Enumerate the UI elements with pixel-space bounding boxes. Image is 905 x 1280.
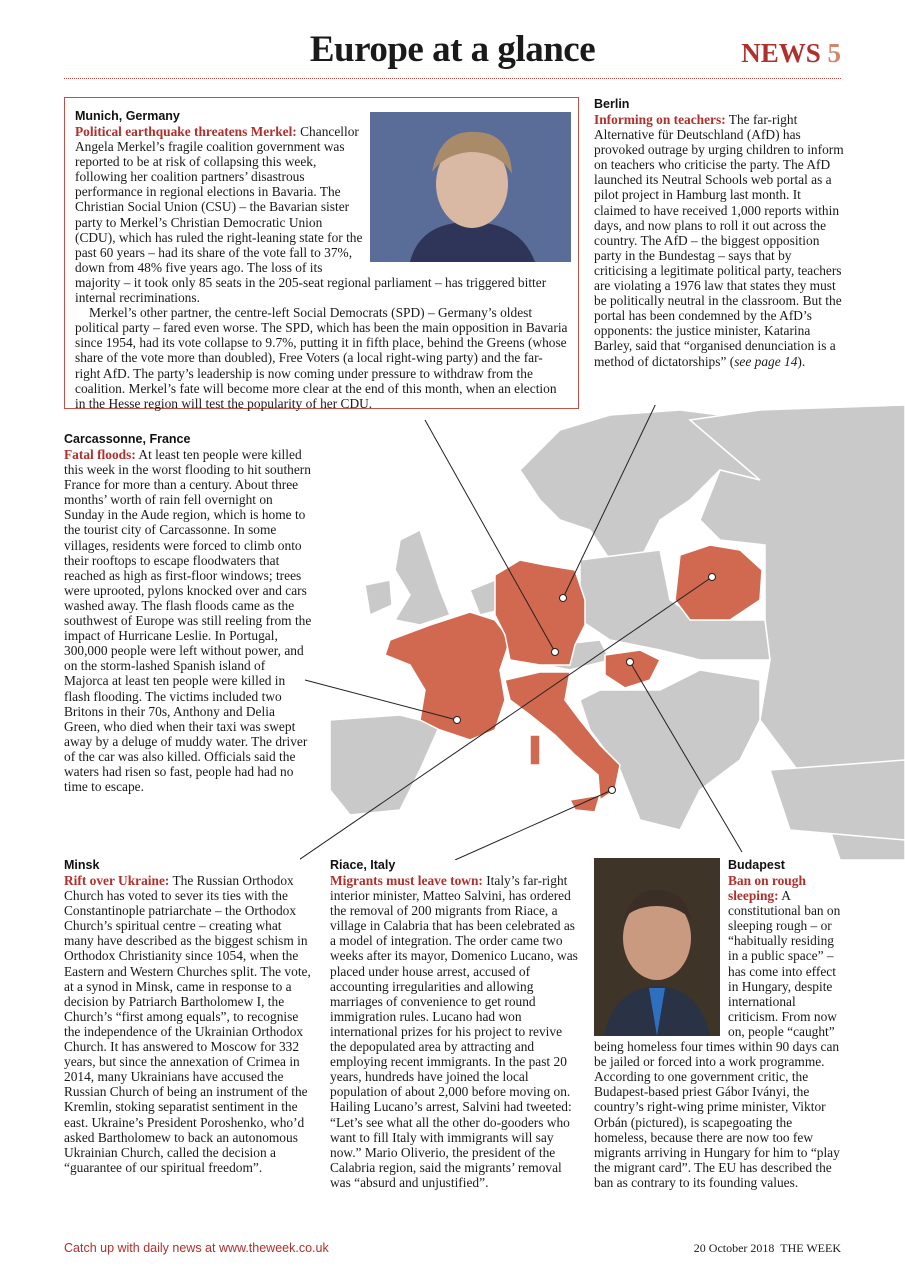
page-number: 5 bbox=[827, 38, 841, 68]
section-label bbox=[741, 38, 841, 69]
map-turkey bbox=[770, 760, 905, 840]
story-body-2: Merkel’s other partner, the centre-left Social Democrats (SPD) – Germany’s oldest political party – fared even worse. The SPD, which has been the main opposition in Bavaria since 1954, had its vote collapse to 9.7%, putting it in fifth place, behind the Greens (whose share of the vote more than doubled), Free Voters (a local right-wing party) and the far-right AfD. The party’s leadership is now coming under pressure to withdraw from the coalition. Merkel’s fate will become more clear at the end of this month, when an election in the Hesse region will test the popularity of her CDU. bbox=[75, 305, 568, 411]
merkel-photo bbox=[370, 112, 571, 262]
story-minsk bbox=[64, 858, 314, 1175]
map-pin-riace bbox=[609, 787, 616, 794]
orban-photo bbox=[594, 858, 720, 1036]
section-name: NEWS bbox=[741, 38, 821, 68]
story-budapest bbox=[594, 858, 846, 1190]
header-divider bbox=[64, 78, 841, 79]
story-location: Minsk bbox=[64, 858, 100, 872]
map-hungary bbox=[605, 650, 660, 688]
story-location: Munich, Germany bbox=[75, 109, 180, 123]
story-lede: Political earthquake threatens Merkel: bbox=[75, 124, 297, 139]
story-carcassonne bbox=[64, 432, 312, 794]
story-body: The far-right Alternative für Deutschland (AfD) has provoked outrage by urging children to inform on teachers who criticise the party. The AfD launched its Neutral Schools web portal as a pilot project in Hamburg last month. It claimed to have received 1,000 reports within days, and now plans to roll it out across the country. The AfD – the biggest opposition party in the Bundestag – says that by criticising a legitimate political party, teachers are violating a 1976 law that states they must be politically neutral in the classroom. But the portal has been condemned by the AfD’s opponents: the justice minister, Katarina Barley, said that “organised denunciation is a method of dictatorships” ( bbox=[594, 112, 844, 369]
story-body: Chancellor Angela Merkel’s fragile coalition government was reported to be at risk of collapsing this week, following her coalition partners’ disastrous performance in regional elections in Bavaria. The Christian Social Union (CSU) – the Bavarian sister party to Merkel’s Christian Democratic Union (CDU), which has ruled the right-leaning state for the past 60 years – had its share of the vote fall to 37%, down from 48% five years ago. The loss of its majority – it took only 85 seats in the 205-seat regional parliament – has triggered bitter internal recriminations. bbox=[75, 124, 547, 306]
map-germany bbox=[495, 560, 585, 665]
page-reference: see page 14 bbox=[734, 353, 798, 369]
map-ireland bbox=[365, 580, 392, 615]
story-lede: Migrants must leave town: bbox=[330, 873, 483, 888]
story-riace bbox=[330, 858, 580, 1190]
story-berlin bbox=[594, 97, 844, 369]
map-pin-budapest bbox=[627, 659, 634, 666]
issue-date: 20 October 2018 bbox=[693, 1241, 775, 1255]
story-lede: Rift over Ukraine: bbox=[64, 873, 170, 888]
map-sardinia bbox=[530, 735, 540, 765]
story-location: Berlin bbox=[594, 97, 630, 111]
page-title: Europe at a glance bbox=[309, 29, 596, 70]
story-lede: Ban on rough sleeping: bbox=[728, 873, 806, 904]
footer-promo-link[interactable]: Catch up with daily news at www.theweek.co.uk bbox=[64, 1241, 329, 1255]
map-balkans bbox=[580, 670, 760, 830]
map-pin-carcassonne bbox=[454, 717, 461, 724]
story-location: Budapest bbox=[728, 858, 785, 872]
story-location: Carcassonne, France bbox=[64, 432, 191, 446]
leader-line-riace bbox=[455, 790, 612, 860]
story-munich bbox=[64, 97, 579, 409]
portrait-illustration bbox=[370, 112, 571, 262]
story-body: At least ten people were killed this week in the worst flooding to hit southern France for more than a century. About three months’ worth of rain fell overnight on Sunday in the Aude region, which is home to the tourist city of Carcassonne. In some villages, residents were forced to climb onto their rooftops to escape floodwaters that reached as high as first-floor windows; trees were uprooted, pylons knocked over and cars washed away. The flash floods came as the southwest of Europe was still reeling from the impact of Hurricane Leslie. In Portugal, 300,000 people were left without power, and on the storm-lashed Spanish island of Majorca at least ten people were killed in flash flooding. The victims included two Britons in their 70s, Anthony and Delia Green, who died when their taxi was swept away by a deluge of muddy water. The driver of the car was also killed. Officials said the waters had risen so fast, people had had no time to escape. bbox=[64, 447, 312, 795]
story-body: The Russian Orthodox Church has voted to sever its ties with the Constantinople patriarchate – the Orthodox Church’s spiritual centre – creating what many have described as the biggest schism in Orthodox Christianity since 1054, when the Eastern and Western Churches split. The vote, at a synod in Minsk, came in response to a decision by Patriarch Bartholomew I, the Church’s “first among equals”, to recognise the independence of the Ukrainian Orthodox Church. It has answered to Moscow for 332 years, but since the annexation of Crimea in 2014, many Ukrainians have accused the Russian Church of being an instrument of the Kremlin, stoking separatist sentiment in the east. Ukraine’s President Poroshenko, who’d asked Bartholomew to back an autonomous Ukrainian Church, called the decision a “guarantee of our spiritual freedom”. bbox=[64, 873, 311, 1175]
portrait-illustration bbox=[594, 858, 720, 1036]
map-iberia bbox=[330, 715, 440, 815]
map-pin-minsk bbox=[709, 574, 716, 581]
story-location: Riace, Italy bbox=[330, 858, 396, 872]
map-britain bbox=[395, 530, 450, 625]
map-pin-berlin bbox=[560, 595, 567, 602]
story-body: A constitutional ban on sleeping rough – or “habitually residing in a public space” – has come into effect in Hungary, despite international criticism. From now on, people “caught” being homeless four times within 90 days can be jailed or forced into a work programme. According to one government critic, the Budapest-based priest Gábor Iványi, the country’s right-wing prime minister, Viktor Orbán (pictured), is scapegoating the homeless, because there are now too few migrants arriving in Hungary for him to “play the migrant card”. The EU has described the ban as contrary to its founding values. bbox=[594, 888, 841, 1190]
publication-name: THE WEEK bbox=[780, 1241, 841, 1255]
story-body: Italy’s far-right interior minister, Matteo Salvini, has ordered the removal of 200 migrants from Riace, a village in Calabria that has been celebrated as a model of integration. The order came two weeks after its mayor, Domenico Lucano, was placed under house arrest, accused of accounting irregularities and allowing marriages of convenience to get round immigration rules. Lucano had won international prizes for his project to revive the depopulated area by attracting and employing recent immigrants. In the past 20 years, hundreds have joined the local population of about 2,000 before moving on. Hailing Lucano’s arrest, Salvini had tweeted: “Let’s see what all the other do-gooders who want to fill Italy with immigrants will say now.” Mario Oliverio, the president of the Calabria region, said the migrants’ removal was “absurd and unjustified”. bbox=[330, 873, 578, 1190]
story-body-end: ). bbox=[797, 353, 806, 369]
story-lede: Informing on teachers: bbox=[594, 112, 726, 127]
story-lede: Fatal floods: bbox=[64, 447, 136, 462]
footer-issue bbox=[694, 1241, 841, 1256]
map-pin-munich bbox=[552, 649, 559, 656]
europe-map bbox=[300, 405, 905, 860]
map-belarus bbox=[675, 545, 762, 620]
